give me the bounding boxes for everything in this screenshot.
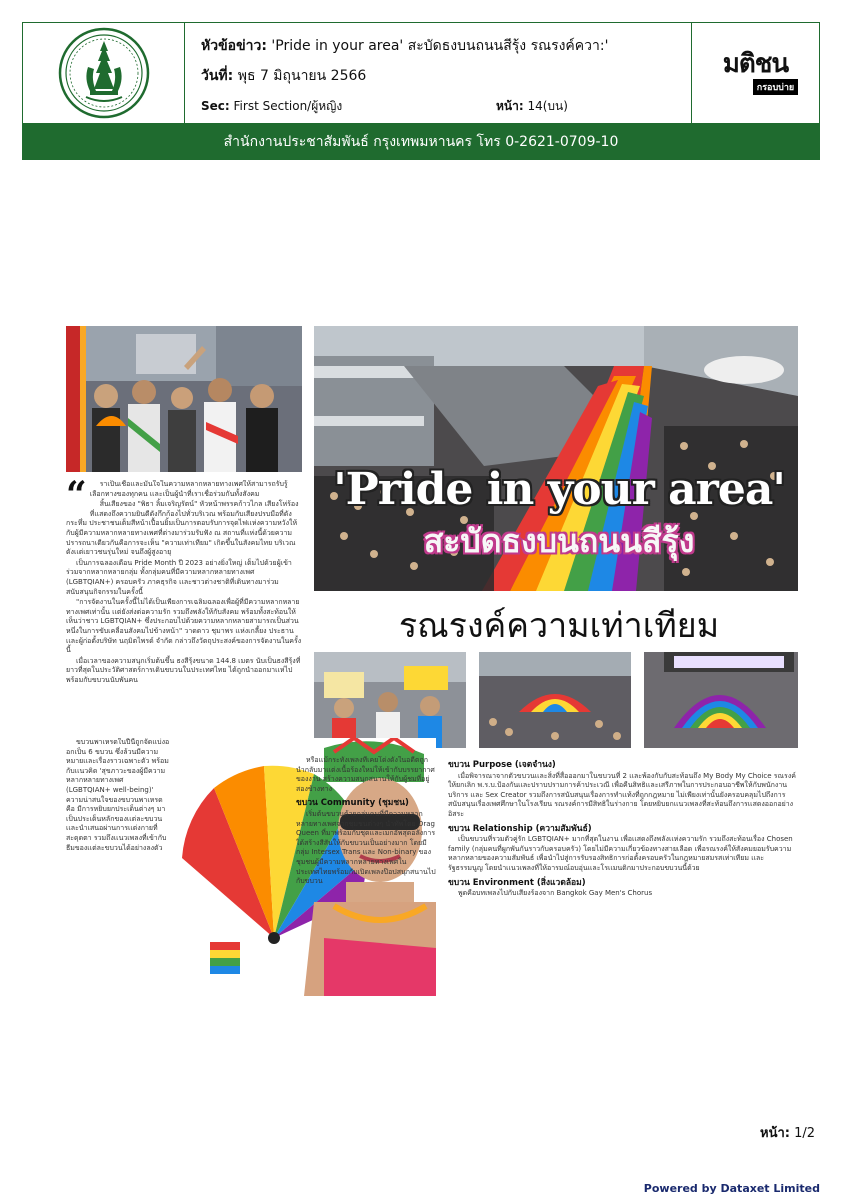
- beaded-bracelets-icon: [210, 942, 240, 974]
- col1-para-3: เป็นการฉลองเดือน Pride Month ปี 2023 อย่างยิ่งใหญ่ เต็มไปด้วยผู้เข้าร่วมจากหลากหลายกลุ่ม ทั้งกลุ่มคนที่มีความหลากหลายทางเพศ (LGBTQIAN+) ครอบครัว ภาคธุรกิจ เเละชาวต่างชาติที่เดินทางมาร่วมสนับสนุนกิจกรรมในครั้งนี้: [66, 558, 292, 596]
- section-label: Sec:: [201, 99, 230, 113]
- headline-label: หัวข้อข่าว:: [201, 38, 267, 54]
- photo-umbrella-crowd: [479, 652, 631, 748]
- subhead-community: ขบวน Community (ชุมชน): [296, 798, 409, 809]
- col3-para-1: หรือเเม้กระทั่งเพลงที่เคยโด่งดังในอดีตถูกนำกลับมาเเต่งเนื้อร้องใหม่ให้เข้ากับบรรยากาศของงาน สร้างความสนุกสนานให้กับผู้ชมที่อยู่สองข้างทาง: [296, 756, 435, 793]
- col3-para-2: เริ่มต้นขบวนด้วยกลุ่มคนที่มีความหลากหลายทางเพศจากชุมชนต่างๆ นำทัพโดย Drag Queen ที่มาพร้อมกับชุดเเละเมกอัพสุดอลังการ ได้สร้างสีสันให้กับขบวนเป็นอย่างมาก โดยมีกลุ่ม Intersex Trans เเละ Non-binary ของชุมชนผู้มีความหลากหลายทางเพศในประเทศไทยพร้อมกับเปิดเพลงป๊อปสนุกสนานไปกับขบวน: [296, 809, 436, 886]
- col4-para-2: เป็นขบวนที่รวมตัวคู่รัก LGBTQIAN+ มากที่สุดในงาน เพื่อเเสดงถึงพลังเเห่งความรัก รวมถึงสะท้อนเรื่อง Chosen family (กลุ่มคนที่ผูกพันกันราวกับครอบครัว) โดยไม่มีความเกี่ยวข้องทางสายเลือด เพื่อรณรงค์ให้สังคมยอมรับความหลากหลายของความสัมพันธ์ เพื่อนำไปสู่การรับรองสิทธิการก่อตั้งครอบครัวในกฎหมายสมรสเท่าเทียม เเละรัฐธรรมนูญ โดยนำเเนวเพลงที่ให้อารมณ์อบอุ่นเเละโรเเมนติกมาประกอบขบวนนี้ด้วย: [448, 835, 793, 872]
- brand-name: มติชน: [722, 49, 789, 79]
- logo-cell: [23, 23, 185, 123]
- col1-para-4: "การจัดงานในครั้งนี้ไม่ได้เป็นเพียงการเฉลิมฉลองเพื่อผู้ที่มีความหลากหลายทางเพศเท่านั้น เเต่ยังส่งต่อความรัก รวมถึงพลังให้กับสังคม พร้อมทั้งสะท้อนให้เห็นว่าชาว LGBTQIAN+ ซึ่งประกอบไปด้วยความหลากหลายสามารถเป็นส่วนหนึ่งในการขับเคลื่อนสังคมไปข้างหน้า" วาดดาว ชุมาพร เเห่งเกลี้ยง ประธานเเละผู้ก่อตั้งบริษัท นฤมิตไพรด์ จำกัด กล่าวถึงวัตถุประสงค์ของการจัดงานในครั้งนี้: [66, 598, 302, 655]
- subhead-purpose: ขบวน Purpose (เจตจำนง): [448, 760, 556, 770]
- subhead-relationship: ขบวน Relationship (ความสัมพันธ์): [448, 823, 592, 834]
- article-column-1: [66, 480, 302, 730]
- title-english: 'Pride in your area': [333, 464, 785, 515]
- clipping-info: [185, 23, 692, 123]
- section-text: First Section/ผู้หญิง: [233, 99, 343, 113]
- title-thai-line1: สะบัดธงบนถนนสีรุ้ง: [423, 522, 695, 560]
- clipping-header: [22, 22, 820, 124]
- col4-para-1: เมื่อพิจารณาจากตัวขบวนเเละสิ่งที่สื่อออกมาในขบวนที่ 2 เเละพ้องกับกับสะท้อนถึง My Body My Choice รณรงค์ให้ยกเลิก พ.ร.บ.ป้องกันเเละปราบปรามการค้าประเวณี เพื่อคืนสิทธิเเละเสรีภาพในการประกอบอาชีพให้กับพนักงานบริการ เเละ Sex Creator รวมถึงการสนับสนุนเรื่องการทำเเท้งที่ถูกกฎหมาย ไม่เพียงเท่านั้นยังครอบคลุมไปถึงการสนับสนุนเรื่องเพศศึกษาในโรงเรียน รณรงค์การมีสิทธิในร่างกาย โดยหยิบยกเเนวเพลงที่สะท้อนถึงการเเสดงออกอย่างอิสระ: [448, 771, 796, 818]
- powered-by: Powered by Dataxet Limited: [643, 1182, 820, 1195]
- date-row: [201, 65, 681, 87]
- page-text: 14(บน): [527, 99, 568, 113]
- subhead-environment: ขบวน Environment (สิ่งแวดล้อม): [448, 877, 586, 888]
- col4-para-3: พูดคือบทเพลงไปกับเสียงร้องจาก Bangkok Gay Men's Chorus: [458, 889, 653, 898]
- photo-pride-sign: [644, 652, 798, 748]
- publication-brand: [692, 23, 819, 123]
- footer-page-text: 1/2: [794, 1126, 816, 1141]
- bangkok-seal-icon: [58, 27, 150, 119]
- office-band: สำนักงานประชาสัมพันธ์ กรุงเทพมหานคร โทร 0-2621-0709-10: [22, 124, 820, 160]
- col1-para-5: เมื่อเวลาของความสนุกเริ่มต้นขึ้น ธงสีรุ้งขนาด 144.8 เมตร นับเป็นธงสีรุ้งที่ยาวที่สุดในประวัติศาสตร์การเดินขบวนในประเทศไทย ได้ถูกนำออกมาเเห่ไปพร้อมกับขบวนนับพันคน: [66, 656, 301, 684]
- page-number: [496, 97, 568, 116]
- col1-para-1: ราเป็นเชื่อเเละมั่นใจในความหลากหลายทางเพศให้สามารถรับรู้เลือกทางของทุกคน เเละเป็นผู้นำที่เราเชื่อร่วมกันทั้งสังคม: [89, 480, 288, 498]
- photo-marchers: [314, 652, 466, 748]
- quote-mark-icon: “: [66, 480, 87, 516]
- headline-row: [201, 35, 681, 57]
- section-row: [201, 97, 681, 113]
- title-thai-line2: รณรงค์ความเท่าเทียม: [398, 606, 720, 646]
- page-label: หน้า:: [496, 99, 524, 113]
- article-column-4: [448, 756, 798, 996]
- photo-crowd-celebration: [66, 326, 302, 472]
- brand-tag: กรอบบ่าย: [753, 79, 798, 95]
- article-column-3: [296, 756, 436, 996]
- footer-page-number: [760, 1122, 815, 1143]
- headline-text: 'Pride in your area' สะบัดธงบนถนนสีรุ้ง รณรงค์ควา:': [271, 38, 609, 54]
- footer-page-label: หน้า:: [760, 1126, 790, 1141]
- article-clipping: [66, 326, 798, 998]
- article-column-2: [66, 738, 170, 996]
- date-label: วันที่:: [201, 68, 234, 84]
- col1-para-2: สิ้นเสียงของ "พิธา ลิ้มเจริญรัตน์" หัวหน้าพรรคก้าวไกล เสียงโห่ร้องที่เเสดงถึงความยินดีดังกึกก้องไปทั่วบริเวณ พร้อมกับเสียงปรบมือที่ดังกระหึ่ม ประชาชนเต็มสีหน้าเปื้อนยิ้มเป็นการตอบรับการจุดไฟเเห่งความหวังให้กับผู้มีความหลากหลายทางเพศที่ต่างมาร่วมรับฟัง ณ สถานที่เเห่งนี้ด้วยความปรารถนาเดียวกันคือการจะเห็น "ความเท่าเทียม" เกิดขึ้นในสังคมไทย บริเวณดังเเต่เยาวชนรุ่นใหม่ จนถึงผู้สูงอายุ: [66, 500, 299, 557]
- date-text: พุธ 7 มิถุนายน 2566: [237, 68, 367, 84]
- col2-para-1: ขบวนพาเหรดในปีนี้ถูกจัดเเบ่งออกเป็น 6 ขบวน ซึ่งล้วนมีความหมายเเละเรื่องราวเฉพาะตัว พร้อมกับเเนวคิด 'สุขภาวะของผู้มีความหลากหลายทางเพศ (LGBTQIAN+ well-being)' ความน่าสนใจของขบวนพาเหรด คือ มีการหยิบยกประเด็นต่างๆ มาเป็นประเด็นหลักของเเต่ละขบวน เเละนำเสนอผ่านการเเต่งกายที่สะดุดตา รวมถึงเเนวเพลงที่เข้ากับธีมของเเต่ละขบวนได้อย่างลงตัว: [66, 738, 170, 852]
